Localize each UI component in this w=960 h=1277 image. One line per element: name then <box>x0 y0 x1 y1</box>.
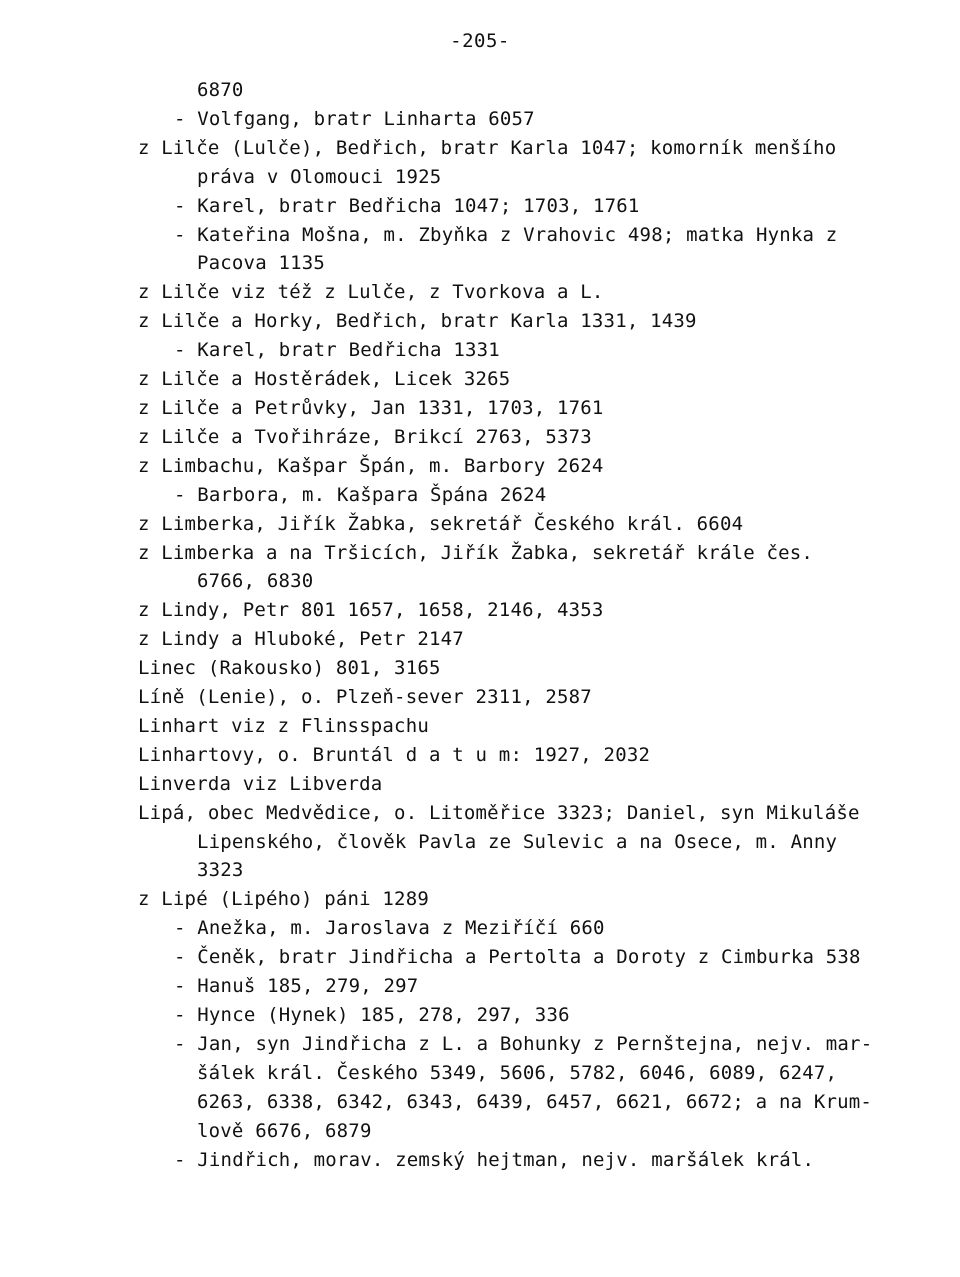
page-number: -205- <box>450 30 510 52</box>
index-line: - Kateřina Mošna, m. Zbyňka z Vrahovic 498; matka Hynka z <box>174 223 838 246</box>
index-line: - Jan, syn Jindřicha z L. a Bohunky z Pernštejna, nejv. mar- <box>174 1032 873 1055</box>
index-entries <box>138 76 898 1174</box>
index-line: šálek král. Českého 5349, 5606, 5782, 6046, 6089, 6247, <box>197 1061 838 1084</box>
index-line: - Hynce (Hynek) 185, 278, 297, 336 <box>174 1004 570 1026</box>
index-line: 6263, 6338, 6342, 6343, 6439, 6457, 6621, 6672; a na Krum- <box>197 1090 873 1113</box>
index-line: Linec (Rakousko) 801, 3165 <box>138 657 441 680</box>
index-line: - Karel, bratr Bedřicha 1331 <box>174 339 500 362</box>
index-line: z Lipé (Lipého) páni 1289 <box>138 888 429 911</box>
index-line: z Limbachu, Kašpar Špán, m. Barbory 2624 <box>138 454 604 477</box>
index-line: z Lilče (Lulče), Bedřich, bratr Karla 1047; komorník menšího <box>138 136 837 159</box>
index-line: Líně (Lenie), o. Plzeň-sever 2311, 2587 <box>138 686 592 709</box>
index-line: Lipá, obec Medvědice, o. Litoměřice 3323; Daniel, syn Mikuláše <box>138 801 860 824</box>
index-line: z Lindy a Hluboké, Petr 2147 <box>138 628 464 651</box>
index-line: Pacova 1135 <box>197 252 326 275</box>
index-line: z Lindy, Petr 801 1657, 1658, 2146, 4353 <box>138 599 604 622</box>
index-line: Lipenského, člověk Pavla ze Sulevic a na Osece, m. Anny <box>197 830 838 853</box>
index-line: z Lilče a Hostěrádek, Licek 3265 <box>138 368 511 391</box>
index-line: - Barbora, m. Kašpara Špána 2624 <box>174 483 547 506</box>
index-line: Linhartovy, o. Bruntál d a t u m: 1927, 2032 <box>138 743 651 766</box>
index-line: - Anežka, m. Jaroslava z Meziříčí 660 <box>174 917 605 940</box>
index-line: z Limberka, Jiřík Žabka, sekretář Českého král. 6604 <box>138 512 744 535</box>
index-line: z Lilče a Horky, Bedřich, bratr Karla 1331, 1439 <box>138 310 697 333</box>
index-line: 6766, 6830 <box>197 570 314 593</box>
index-line: - Jindřich, morav. zemský hejtman, nejv. maršálek král. <box>174 1148 815 1171</box>
index-line: - Volfgang, bratr Linharta 6057 <box>174 107 535 130</box>
index-line: - Čeněk, bratr Jindřicha a Pertolta a Doroty z Cimburka 538 <box>174 946 861 969</box>
index-line: z Lilče a Petrůvky, Jan 1331, 1703, 1761 <box>138 396 604 419</box>
index-line: lově 6676, 6879 <box>197 1119 372 1142</box>
index-line: z Lilče viz též z Lulče, z Tvorkova a L. <box>138 281 604 304</box>
index-line: práva v Olomouci 1925 <box>197 165 442 188</box>
index-line: z Lilče a Tvořihráze, Brikcí 2763, 5373 <box>138 425 592 448</box>
index-line: - Hanuš 185, 279, 297 <box>174 975 419 998</box>
index-line: 3323 <box>197 859 244 882</box>
index-line: - Karel, bratr Bedřicha 1047; 1703, 1761 <box>174 194 640 217</box>
index-line: z Limberka a na Tršicích, Jiřík Žabka, sekretář krále čes. <box>138 541 814 564</box>
index-line: Linverda viz Libverda <box>138 772 383 795</box>
index-line: 6870 <box>197 79 244 101</box>
index-line: Linhart viz z Flinsspachu <box>138 714 429 737</box>
